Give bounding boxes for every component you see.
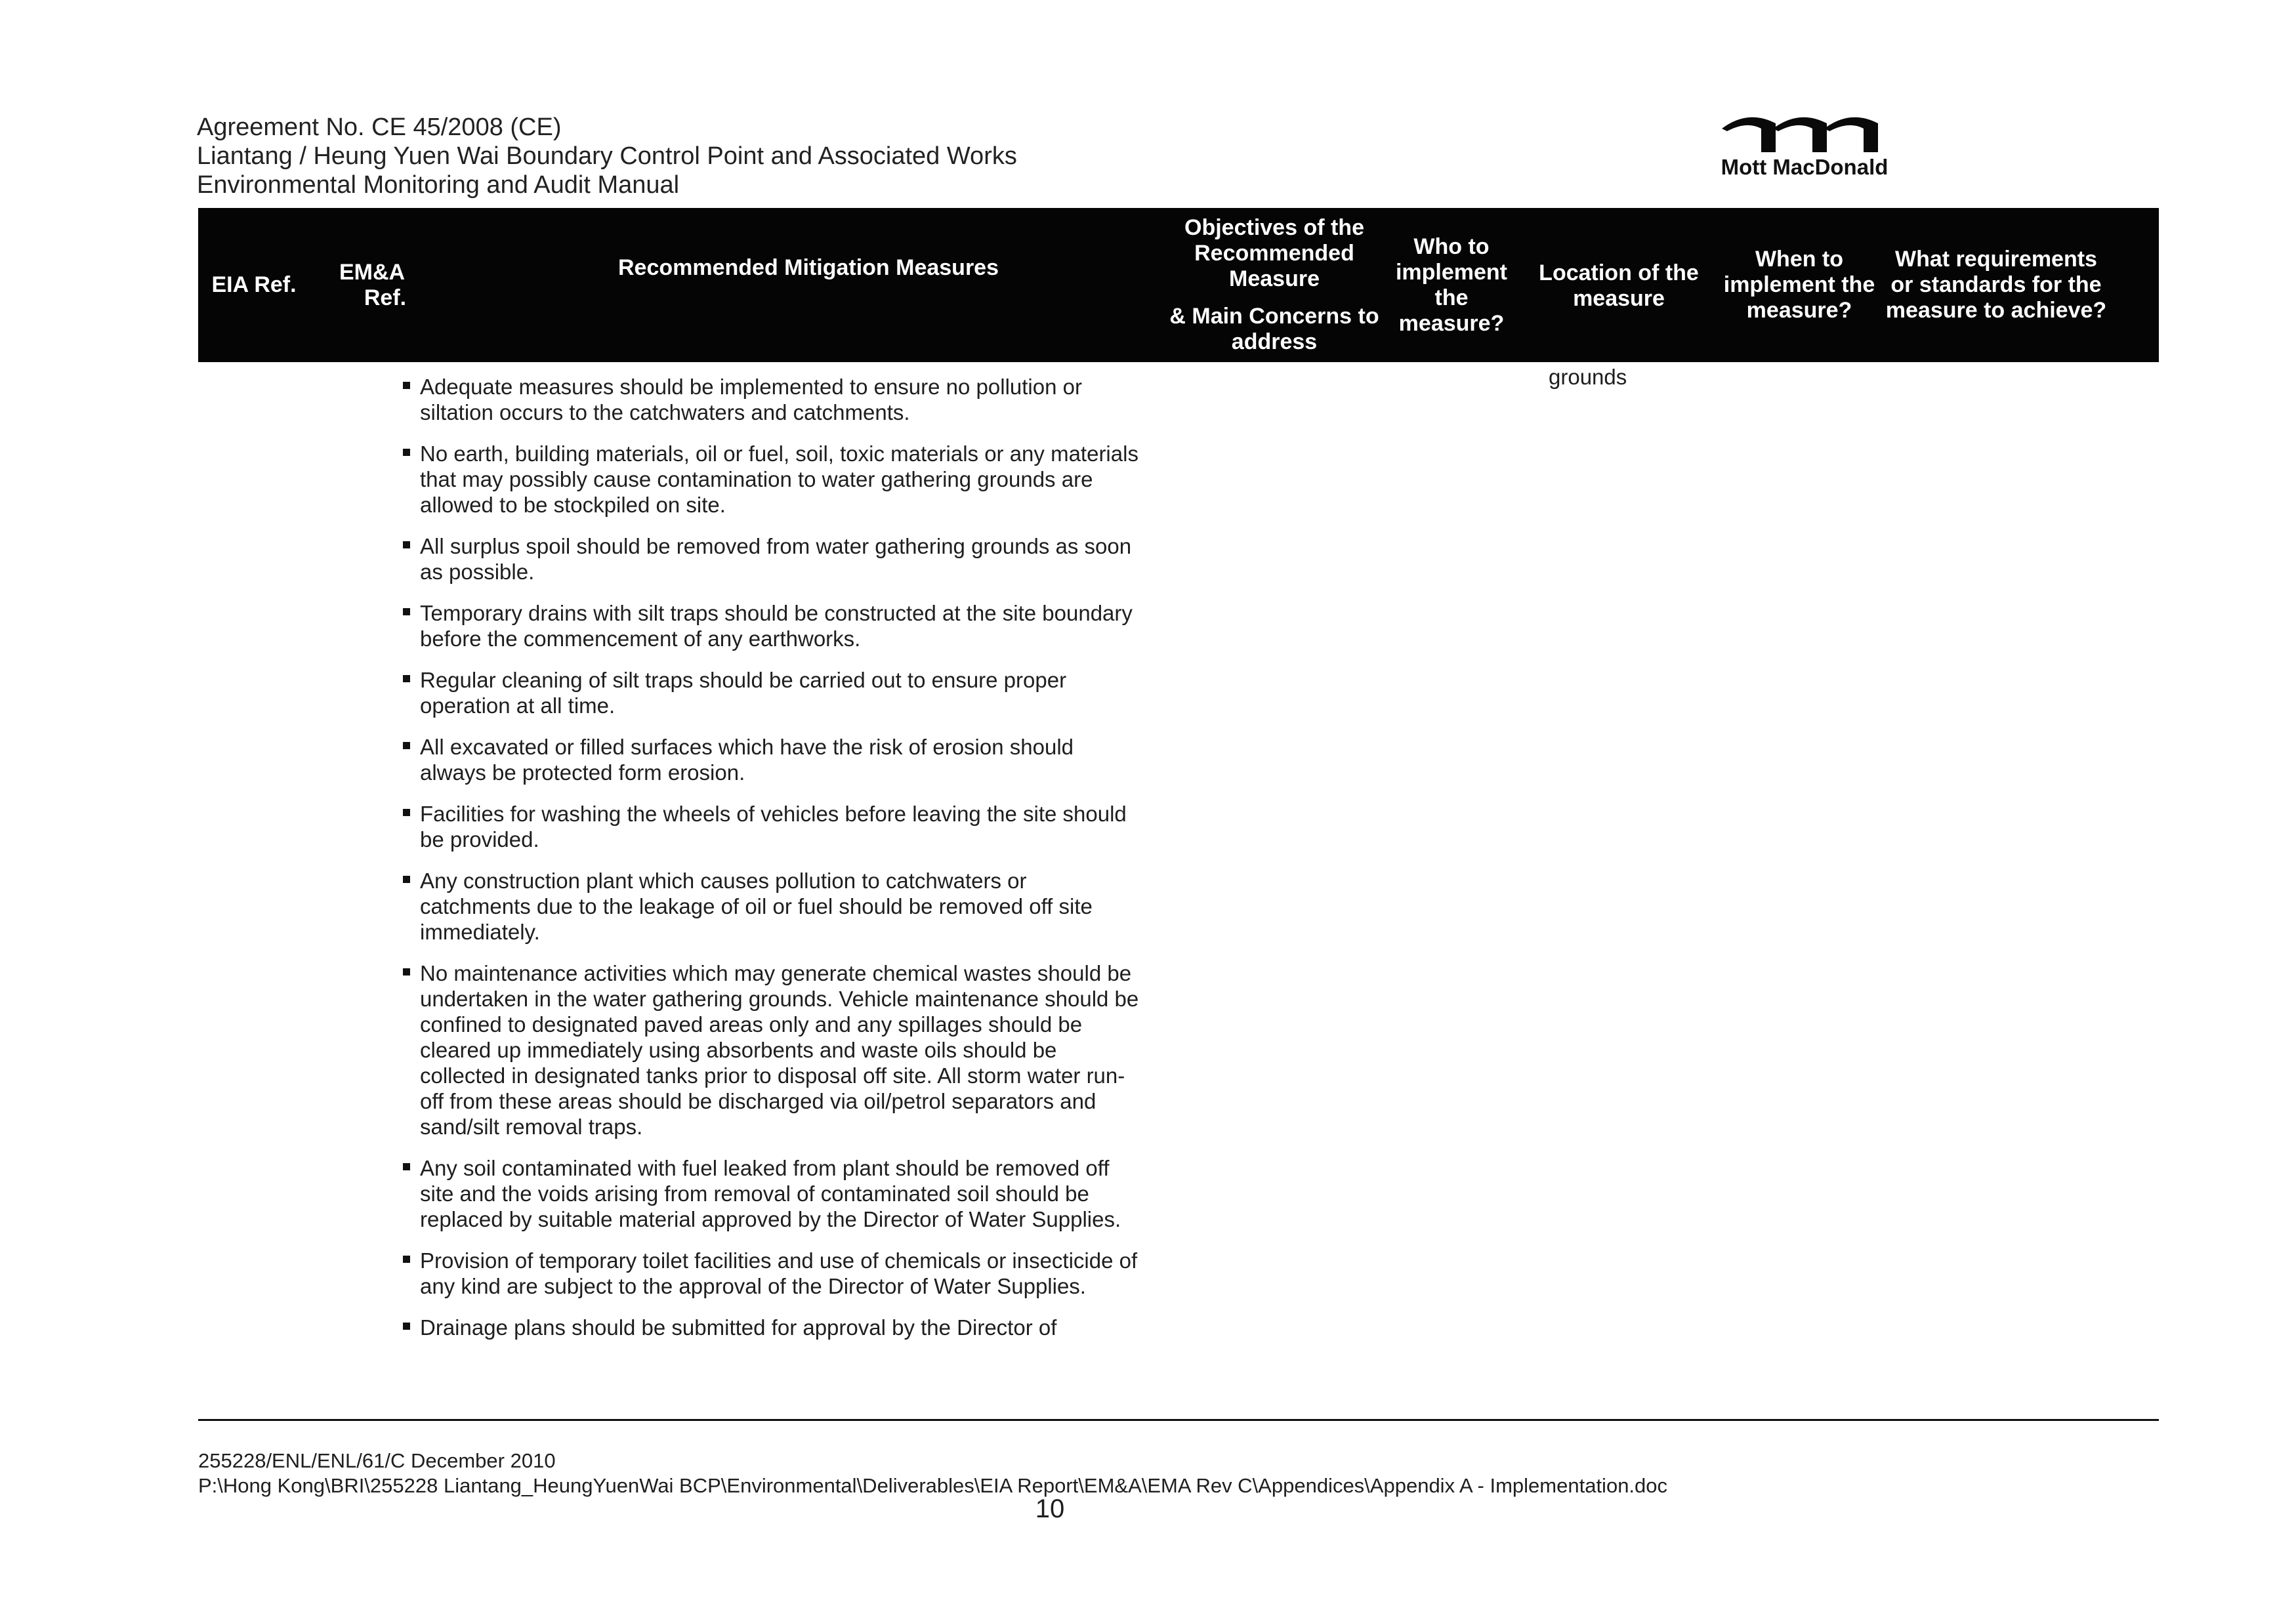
mitigation-measures-list bbox=[420, 374, 1142, 1356]
list-item: All excavated or filled surfaces which have the risk of erosion should always be protected form erosion. bbox=[420, 734, 1142, 785]
bullet-square-icon bbox=[403, 1163, 410, 1170]
column-header-measures: Recommended Mitigation Measures bbox=[617, 255, 999, 280]
list-item: Any construction plant which causes pollution to catchwaters or catchments due to the leakage of oil or fuel should be removed off site immediately. bbox=[420, 868, 1142, 945]
list-item: Temporary drains with silt traps should be constructed at the site boundary before the commencement of any earthworks. bbox=[420, 600, 1142, 651]
column-header-who: Who to implement the measure? bbox=[1395, 234, 1508, 336]
list-item: Any soil contaminated with fuel leaked from plant should be removed off site and the voids arising from removal of contaminated soil should be replaced by suitable material approved by the Director of Water Supplies. bbox=[420, 1155, 1142, 1232]
manual-title: Environmental Monitoring and Audit Manual bbox=[197, 171, 680, 199]
document-header bbox=[197, 113, 1017, 199]
bullet-square-icon bbox=[403, 541, 410, 548]
mott-macdonald-logo bbox=[1706, 112, 1903, 184]
document-reference: 255228/ENL/ENL/61/C December 2010 bbox=[198, 1449, 556, 1472]
list-item: Regular cleaning of silt traps should be carried out to ensure proper operation at all time. bbox=[420, 667, 1142, 718]
list-item: No maintenance activities which may generate chemical wastes should be undertaken in the water gathering grounds. Vehicle maintenance should be confined to designated paved areas only and any spillages should be cleared up immediately using absorbents and waste oils should be collected in designated tanks prior to disposal off site. All storm water run-off from these areas should be discharged via oil/petrol separators and sand/silt removal traps. bbox=[420, 960, 1142, 1140]
list-item: Facilities for washing the wheels of vehicles before leaving the site should be provided. bbox=[420, 801, 1142, 852]
agreement-number: Agreement No. CE 45/2008 (CE) bbox=[197, 113, 562, 141]
page-number: 10 bbox=[1035, 1494, 1065, 1523]
file-path: P:\Hong Kong\BRI\255228 Liantang_HeungYuenWai BCP\Environmental\Deliverables\EIA Report\EM&A\EMA Rev C\Appendices\Appendix A - Implementation.doc bbox=[198, 1474, 1668, 1497]
project-title: Liantang / Heung Yuen Wai Boundary Control Point and Associated Works bbox=[197, 142, 1017, 170]
column-header-ema-ref-line2: Ref. bbox=[364, 285, 407, 310]
mott-macdonald-arches-icon bbox=[1722, 112, 1886, 152]
column-header-ema-ref bbox=[310, 208, 448, 362]
table-bottom-rule bbox=[198, 1419, 2159, 1421]
bullet-square-icon bbox=[403, 608, 410, 615]
table-header-row bbox=[198, 208, 2159, 362]
bullet-square-icon bbox=[403, 449, 410, 456]
list-item: Adequate measures should be implemented to ensure no pollution or siltation occurs to the catchwaters and catchments. bbox=[420, 374, 1142, 425]
location-cell: grounds bbox=[1549, 365, 1627, 389]
column-header-objectives-line1: Objectives of the Recommended Measure bbox=[1184, 215, 1364, 291]
list-item: Drainage plans should be submitted for approval by the Director of bbox=[420, 1315, 1142, 1340]
column-header-requirements: What requirements or standards for the measure to achieve? bbox=[1885, 247, 2107, 323]
document-footer bbox=[198, 1448, 1667, 1498]
bullet-square-icon bbox=[403, 876, 410, 883]
bullet-square-icon bbox=[403, 968, 410, 976]
column-header-objectives-line2: & Main Concerns to address bbox=[1169, 304, 1379, 354]
column-header-location: Location of the measure bbox=[1539, 260, 1699, 311]
column-header-objectives bbox=[1169, 208, 1379, 362]
list-item: All surplus spoil should be removed from water gathering grounds as soon as possible. bbox=[420, 533, 1142, 585]
bullet-square-icon bbox=[403, 742, 410, 749]
list-item: Provision of temporary toilet facilities and use of chemicals or insecticide of any kind are subject to the approval of the Director of Water Supplies. bbox=[420, 1248, 1142, 1299]
bullet-square-icon bbox=[403, 809, 410, 816]
column-header-ema-ref-line1: EM&A bbox=[339, 259, 406, 285]
bullet-square-icon bbox=[403, 675, 410, 682]
column-header-when: When to implement the measure? bbox=[1723, 247, 1875, 323]
column-header-eia-ref: EIA Ref. bbox=[211, 272, 297, 297]
list-item: No earth, building materials, oil or fuel, soil, toxic materials or any materials that may possibly cause contamination to water gathering grounds are allowed to be stockpiled on site. bbox=[420, 441, 1142, 518]
logo-wordmark: Mott MacDonald bbox=[1721, 155, 1889, 179]
bullet-square-icon bbox=[403, 1256, 410, 1263]
bullet-square-icon bbox=[403, 1323, 410, 1330]
bullet-square-icon bbox=[403, 382, 410, 389]
